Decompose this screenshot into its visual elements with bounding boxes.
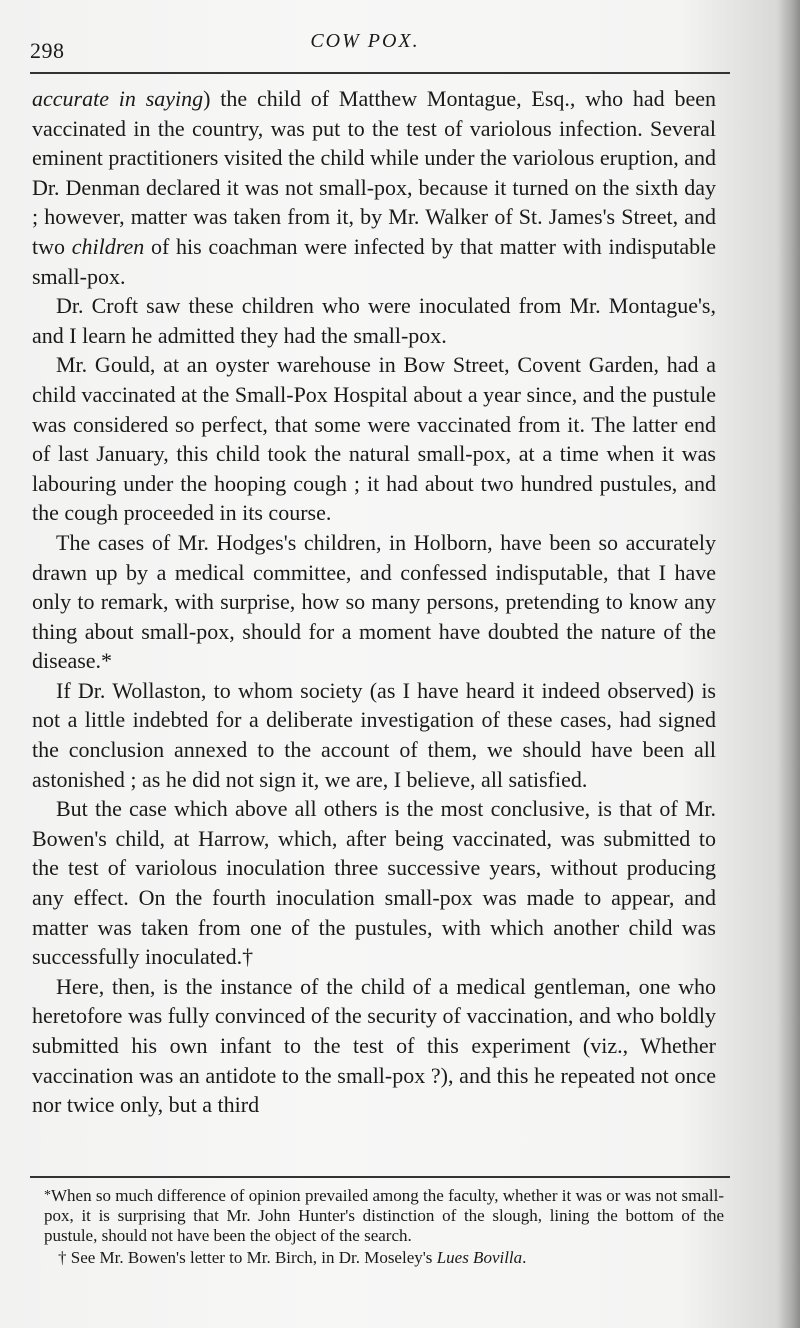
paragraph-wollaston: If Dr. Wollaston, to whom society (as I have heard it indeed observed) is not a little indebted for a deliberate investigation of these cases, had signed the conclusion annexed to the account of them, we should have been all astonished ; as he did not sign it, we are, I believe, all satisfied. <box>32 677 716 792</box>
footnote-rule <box>30 1176 730 1178</box>
footnote-marker: * <box>44 1188 51 1203</box>
footnote-end: . <box>522 1248 527 1267</box>
footnote-dagger <box>44 1248 724 1268</box>
header-rule <box>30 72 730 74</box>
paragraph-hodges: The cases of Mr. Hodges's children, in Holborn, have been so accurately drawn up by a medical committee, and confessed indisputable, that I have only to remark, with surprise, how so many persons, pretending to know any thing about small-pox, should for a moment have doubted the nature of the disease.* <box>32 529 716 674</box>
running-title: COW POX. <box>310 30 420 52</box>
paragraph-bowen: But the case which above all others is the most conclusive, is that of Mr. Bowen's child, at Harrow, which, after being vaccinated, was submitted to the test of variolous inoculation three successive years, without producing any effect. On the fourth inoculation small-pox was made to appear, and matter was taken from one of the pustules, with which another child was successfully inoculated.† <box>32 796 716 970</box>
paragraph-text: ) the child of Matthew Montague, Esq., who had been vaccinated in the country, was put to the test of variolous infection. Several eminent practitioners visited the child while under the variolous eruption, and Dr. Denman declared it was not small-pox, because it turned on the sixth day ; however, matter was taken from it, by Mr. Walker of St. James's Street, and two <box>32 86 716 259</box>
footnote-text: See Mr. Bowen's letter to Mr. Birch, in Dr. Moseley's <box>70 1248 437 1267</box>
footnote-text: When so much difference of opinion prevailed among the faculty, whether it was or was not small-pox, it is surprising that Mr. John Hunter's distinction of the slough, lining the bottom of the pustule, should not have been the object of the search. <box>44 1186 724 1245</box>
paragraph-montague <box>32 84 716 291</box>
paragraph-gould: Mr. Gould, at an oyster warehouse in Bow Street, Covent Garden, had a child vaccinated at the Small-Pox Hospital about a year since, and the pustule was considered so perfect, that some were vaccinated from it. The latter end of last January, this child took the natural small-pox, at a time when it was labouring under the hooping cough ; it had about two hundred pustules, and the cough proceeded in its course. <box>32 352 716 526</box>
italic-word: children <box>71 233 145 259</box>
footnote-marker: † <box>58 1248 67 1267</box>
paragraph-medical-gentleman: Here, then, is the instance of the child of a medical gentleman, one who heretofore was fully convinced of the security of vaccination, and who boldly submitted his own infant to the test of this experiment (viz., Whether vaccination was an antidote to the small-pox ?), and this he repeated not once nor twice only, but a third <box>32 973 716 1118</box>
footnote-italic-title: Lues Bovilla <box>436 1248 523 1267</box>
page-edge-shadow <box>778 0 800 1328</box>
page-number: 298 <box>30 38 65 63</box>
footnote-star <box>44 1186 724 1246</box>
paragraph-croft: Dr. Croft saw these children who were inoculated from Mr. Montague's, and I learn he admitted they had the small-pox. <box>32 293 716 348</box>
body-text <box>32 84 716 1120</box>
paragraph-text: of his coachman were infected by that matter with indisputable small-pox. <box>32 233 716 289</box>
footnotes <box>44 1186 724 1268</box>
italic-lead: accurate in saying <box>32 86 204 111</box>
